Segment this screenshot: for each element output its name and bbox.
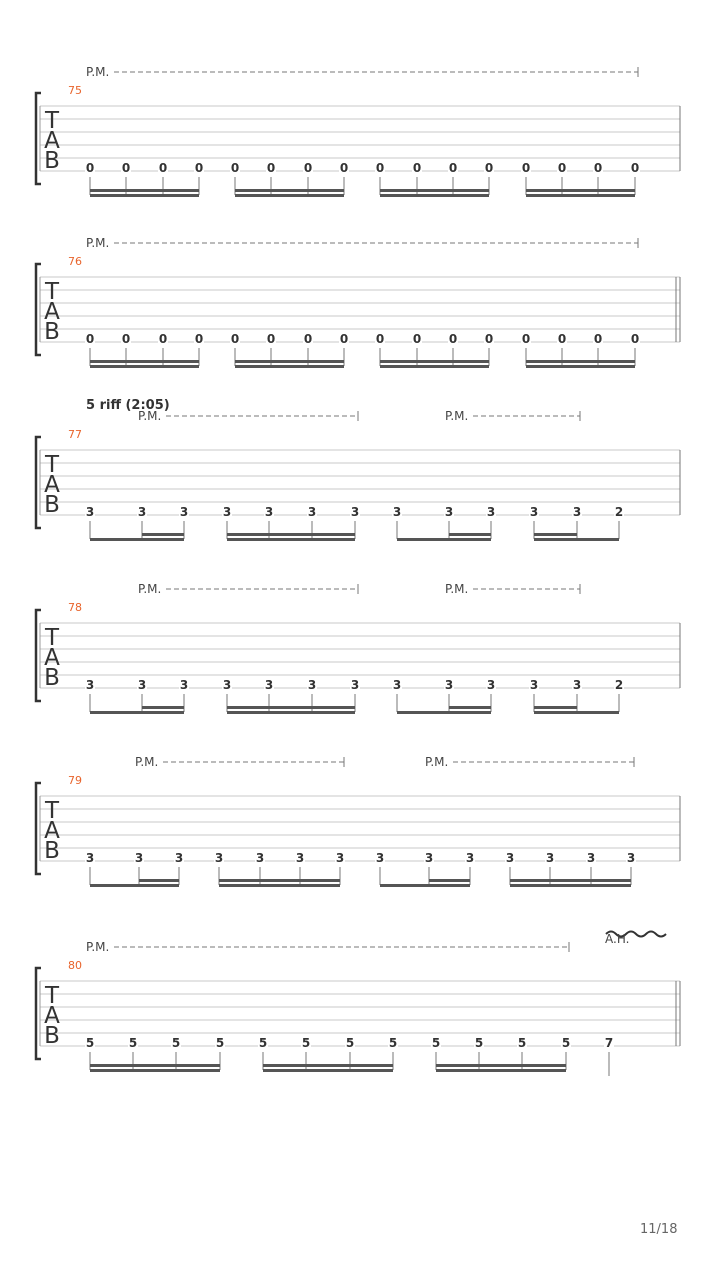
fret-number: 0 xyxy=(339,161,349,175)
fret-number: 0 xyxy=(630,161,640,175)
fret-number: 3 xyxy=(486,505,496,519)
fret-number: 5 xyxy=(474,1036,484,1050)
fret-number: 0 xyxy=(557,161,567,175)
beam-secondary xyxy=(90,189,199,192)
beam-primary xyxy=(90,538,184,541)
fret-number: 2 xyxy=(614,505,624,519)
tab-clef-t: T xyxy=(44,108,60,134)
fret-number: 0 xyxy=(266,332,276,346)
beam-secondary xyxy=(235,360,344,363)
fret-number: 3 xyxy=(85,505,95,519)
fret-number: 3 xyxy=(486,678,496,692)
beam-secondary xyxy=(380,360,489,363)
measure-number: 79 xyxy=(68,774,82,787)
fret-number: 5 xyxy=(301,1036,311,1050)
tab-clef-a: A xyxy=(44,645,60,671)
beam-primary xyxy=(380,365,489,368)
fret-number: 0 xyxy=(448,332,458,346)
fret-number: 0 xyxy=(194,161,204,175)
tab-clef-a: A xyxy=(44,299,60,325)
fret-number: 3 xyxy=(572,678,582,692)
beam-primary xyxy=(235,365,344,368)
fret-number: 0 xyxy=(412,161,422,175)
beam-primary xyxy=(90,365,199,368)
fret-number: 0 xyxy=(593,332,603,346)
fret-number: 3 xyxy=(586,851,596,865)
fret-number: 5 xyxy=(258,1036,268,1050)
tab-clef-t: T xyxy=(44,983,60,1009)
tab-clef-b: B xyxy=(44,148,60,174)
tab-clef-t: T xyxy=(44,798,60,824)
fret-number: 3 xyxy=(529,678,539,692)
fret-number: 5 xyxy=(388,1036,398,1050)
beam-primary xyxy=(534,538,619,541)
beam-primary xyxy=(227,538,355,541)
palm-mute-label: P.M. xyxy=(138,409,162,423)
tab-clef-b: B xyxy=(44,665,60,691)
beam-secondary xyxy=(227,706,355,709)
beam-primary xyxy=(397,538,491,541)
fret-number: 0 xyxy=(484,332,494,346)
fret-number: 3 xyxy=(335,851,345,865)
fret-number: 2 xyxy=(614,678,624,692)
beam-primary xyxy=(90,711,184,714)
beam-primary xyxy=(90,194,199,197)
fret-number: 0 xyxy=(303,332,313,346)
fret-number: 3 xyxy=(179,678,189,692)
palm-mute-label: P.M. xyxy=(445,409,469,423)
beam-primary xyxy=(227,711,355,714)
beam-secondary xyxy=(526,189,635,192)
fret-number: 3 xyxy=(137,505,147,519)
fret-number: 3 xyxy=(392,678,402,692)
beam-primary xyxy=(380,884,470,887)
palm-mute-label: P.M. xyxy=(86,65,110,79)
tab-clef-a: A xyxy=(44,818,60,844)
fret-number: 3 xyxy=(465,851,475,865)
fret-number: 0 xyxy=(230,332,240,346)
fret-number: 3 xyxy=(222,505,232,519)
fret-number: 0 xyxy=(557,332,567,346)
fret-number: 5 xyxy=(85,1036,95,1050)
beam-primary xyxy=(90,1069,220,1072)
beam-secondary xyxy=(227,533,355,536)
beam-primary xyxy=(219,884,340,887)
beam-secondary xyxy=(429,879,470,882)
beam-secondary xyxy=(526,360,635,363)
palm-mute-label: P.M. xyxy=(138,582,162,596)
fret-number: 3 xyxy=(85,678,95,692)
fret-number: 5 xyxy=(171,1036,181,1050)
tab-clef-t: T xyxy=(44,625,60,651)
fret-number: 0 xyxy=(158,332,168,346)
beam-secondary xyxy=(449,706,491,709)
fret-number: 3 xyxy=(222,678,232,692)
fret-number: 3 xyxy=(134,851,144,865)
fret-number: 3 xyxy=(264,505,274,519)
beam-primary xyxy=(397,711,491,714)
fret-number: 0 xyxy=(194,332,204,346)
beam-secondary xyxy=(534,706,577,709)
fret-number: 0 xyxy=(266,161,276,175)
fret-number: 5 xyxy=(345,1036,355,1050)
palm-mute-label: P.M. xyxy=(135,755,159,769)
fret-number: 3 xyxy=(350,505,360,519)
beam-primary xyxy=(526,194,635,197)
beam-primary xyxy=(510,884,631,887)
beam-secondary xyxy=(449,533,491,536)
fret-number: 3 xyxy=(529,505,539,519)
tab-clef-b: B xyxy=(44,319,60,345)
beam-primary xyxy=(235,194,344,197)
fret-number: 0 xyxy=(375,332,385,346)
fret-number: 0 xyxy=(158,161,168,175)
beam-secondary xyxy=(436,1064,566,1067)
page-number: 11/18 xyxy=(640,1222,678,1237)
beam-secondary xyxy=(380,189,489,192)
fret-number: 3 xyxy=(392,505,402,519)
fret-number: 3 xyxy=(255,851,265,865)
fret-number: 0 xyxy=(339,332,349,346)
beam-secondary xyxy=(235,189,344,192)
fret-number: 3 xyxy=(424,851,434,865)
beam-secondary xyxy=(510,879,631,882)
fret-number: 0 xyxy=(121,161,131,175)
fret-number: 3 xyxy=(350,678,360,692)
beam-primary xyxy=(436,1069,566,1072)
beam-secondary xyxy=(263,1064,393,1067)
fret-number: 5 xyxy=(215,1036,225,1050)
beam-secondary xyxy=(142,706,184,709)
fret-number: 3 xyxy=(505,851,515,865)
fret-number: 3 xyxy=(137,678,147,692)
tab-clef-b: B xyxy=(44,492,60,518)
fret-number: 3 xyxy=(214,851,224,865)
fret-number: 0 xyxy=(630,332,640,346)
artificial-harmonic-label: A.H. xyxy=(605,932,630,946)
palm-mute-label: P.M. xyxy=(425,755,449,769)
fret-number: 3 xyxy=(444,678,454,692)
fret-number: 0 xyxy=(593,161,603,175)
measure-number: 75 xyxy=(68,84,82,97)
fret-number: 0 xyxy=(85,161,95,175)
fret-number: 0 xyxy=(484,161,494,175)
beam-secondary xyxy=(142,533,184,536)
fret-number: 7 xyxy=(604,1036,614,1050)
fret-number: 3 xyxy=(264,678,274,692)
fret-number: 3 xyxy=(85,851,95,865)
fret-number: 5 xyxy=(128,1036,138,1050)
fret-number: 3 xyxy=(307,505,317,519)
fret-number: 0 xyxy=(85,332,95,346)
palm-mute-label: P.M. xyxy=(86,236,110,250)
fret-number: 3 xyxy=(545,851,555,865)
section-marker: 5 riff (2:05) xyxy=(86,398,170,413)
fret-number: 5 xyxy=(561,1036,571,1050)
fret-number: 3 xyxy=(626,851,636,865)
fret-number: 0 xyxy=(521,332,531,346)
beam-primary xyxy=(90,884,179,887)
tab-clef-a: A xyxy=(44,128,60,154)
palm-mute-label: P.M. xyxy=(445,582,469,596)
fret-number: 3 xyxy=(375,851,385,865)
beam-secondary xyxy=(139,879,179,882)
beam-primary xyxy=(263,1069,393,1072)
tab-clef-b: B xyxy=(44,1023,60,1049)
beam-secondary xyxy=(90,360,199,363)
beam-primary xyxy=(526,365,635,368)
fret-number: 3 xyxy=(572,505,582,519)
tab-clef-t: T xyxy=(44,452,60,478)
fret-number: 0 xyxy=(121,332,131,346)
measure-number: 78 xyxy=(68,601,82,614)
fret-number: 5 xyxy=(517,1036,527,1050)
beam-secondary xyxy=(219,879,340,882)
tab-clef-a: A xyxy=(44,472,60,498)
fret-number: 3 xyxy=(295,851,305,865)
fret-number: 3 xyxy=(444,505,454,519)
beam-secondary xyxy=(90,1064,220,1067)
fret-number: 0 xyxy=(375,161,385,175)
beam-primary xyxy=(380,194,489,197)
fret-number: 0 xyxy=(230,161,240,175)
fret-number: 0 xyxy=(412,332,422,346)
measure-number: 76 xyxy=(68,255,82,268)
measure-number: 77 xyxy=(68,428,82,441)
tab-clef-a: A xyxy=(44,1003,60,1029)
beam-secondary xyxy=(534,533,577,536)
beam-primary xyxy=(534,711,619,714)
palm-mute-label: P.M. xyxy=(86,940,110,954)
fret-number: 0 xyxy=(303,161,313,175)
fret-number: 3 xyxy=(174,851,184,865)
fret-number: 5 xyxy=(431,1036,441,1050)
tab-clef-b: B xyxy=(44,838,60,864)
tab-clef-t: T xyxy=(44,279,60,305)
fret-number: 3 xyxy=(307,678,317,692)
fret-number: 0 xyxy=(448,161,458,175)
fret-number: 0 xyxy=(521,161,531,175)
fret-number: 3 xyxy=(179,505,189,519)
measure-number: 80 xyxy=(68,959,82,972)
